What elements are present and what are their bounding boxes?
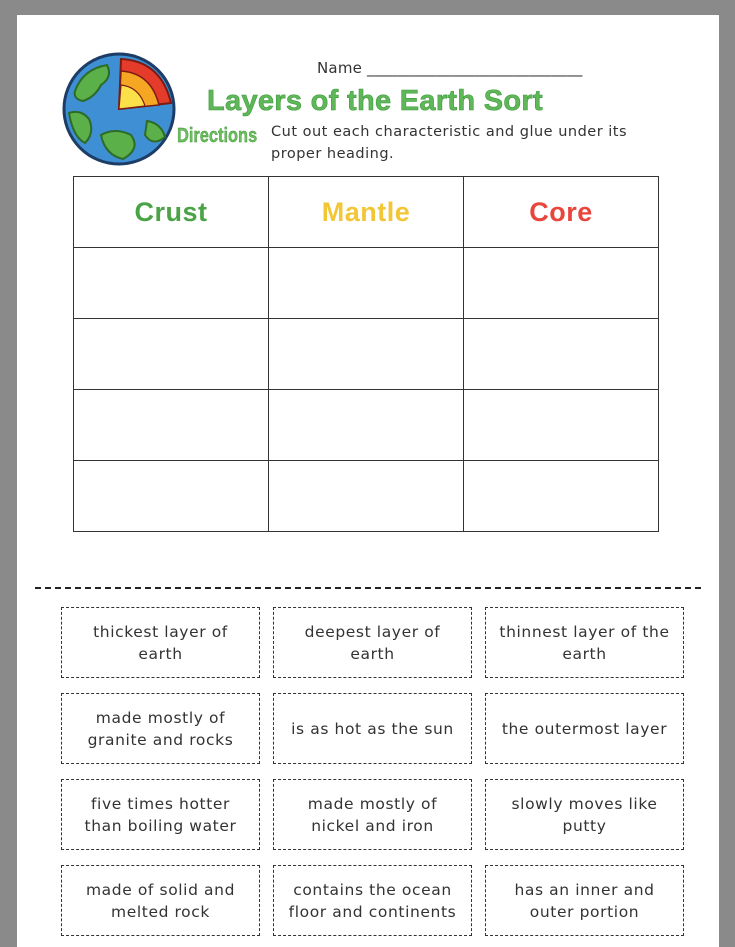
- card-deepest-layer[interactable]: deepest layer of earth: [273, 607, 472, 678]
- table-cell[interactable]: [269, 390, 464, 461]
- heading-mantle: Mantle: [269, 177, 464, 248]
- table-cell[interactable]: [464, 248, 659, 319]
- heading-core: Core: [464, 177, 659, 248]
- worksheet-title: Layers of the Earth Sort: [207, 85, 543, 117]
- table-cell[interactable]: [74, 461, 269, 532]
- card-granite-rocks[interactable]: made mostly of granite and rocks: [61, 693, 260, 764]
- name-field-label: Name ____________________________: [317, 59, 583, 77]
- card-solid-melted-rock[interactable]: made of solid and melted rock: [61, 865, 260, 936]
- card-nickel-iron[interactable]: made mostly of nickel and iron: [273, 779, 472, 850]
- card-inner-outer[interactable]: has an inner and outer portion: [485, 865, 684, 936]
- table-cell[interactable]: [74, 248, 269, 319]
- table-cell[interactable]: [269, 248, 464, 319]
- table-row: [74, 319, 659, 390]
- table-cell[interactable]: [74, 390, 269, 461]
- directions-label: Directions: [177, 125, 258, 147]
- card-moves-like-putty[interactable]: slowly moves like putty: [485, 779, 684, 850]
- table-cell[interactable]: [464, 390, 659, 461]
- directions-text: Cut out each characteristic and glue under its proper heading.: [271, 124, 628, 162]
- table-row: [74, 390, 659, 461]
- table-row: [74, 461, 659, 532]
- table-cell[interactable]: [74, 319, 269, 390]
- card-outermost-layer[interactable]: the outermost layer: [485, 693, 684, 764]
- table-cell[interactable]: [464, 319, 659, 390]
- card-thickest-layer[interactable]: thickest layer of earth: [61, 607, 260, 678]
- table-header-row: [74, 177, 659, 248]
- table-cell[interactable]: [269, 319, 464, 390]
- card-five-times-hotter[interactable]: five times hotter than boiling water: [61, 779, 260, 850]
- heading-crust: Crust: [74, 177, 269, 248]
- card-hot-as-sun[interactable]: is as hot as the sun: [273, 693, 472, 764]
- sort-table: [73, 176, 659, 532]
- table-cell[interactable]: [269, 461, 464, 532]
- table-cell[interactable]: [464, 461, 659, 532]
- card-ocean-floor[interactable]: contains the ocean floor and continents: [273, 865, 472, 936]
- table-row: [74, 248, 659, 319]
- card-thinnest-layer[interactable]: thinnest layer of the earth: [485, 607, 684, 678]
- earth-layers-icon: [61, 51, 177, 167]
- cut-line-divider: [35, 587, 701, 589]
- characteristic-cards: [61, 607, 685, 936]
- worksheet-page: [17, 15, 719, 947]
